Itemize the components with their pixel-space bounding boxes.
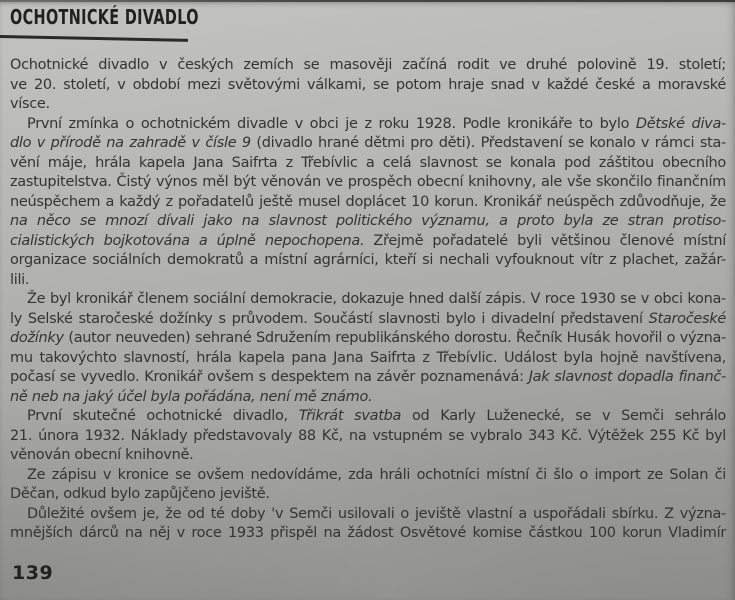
page-number: 139	[12, 562, 54, 584]
italic-run: Dětské diva-	[635, 115, 726, 132]
text-line	[10, 505, 726, 525]
text-line	[10, 173, 726, 193]
text-line	[10, 154, 726, 174]
text-line	[10, 212, 726, 232]
text-line	[10, 368, 726, 388]
text-line	[10, 193, 726, 213]
text-run: od Karly Luženecké, se v Semči sehrálo	[401, 408, 726, 424]
text-line	[10, 466, 726, 486]
italic-run: na něco se mnozí dívali jako na slavnost politického významu, a proto byla ze stran protiso-	[10, 213, 726, 229]
text-run: (autor neuveden) sehrané Sdružením republikánského dorostu. Řečník Husák hovořil o význa-	[63, 330, 726, 346]
italic-run: cialistických bojkotována a úplně nepochopena.	[10, 232, 374, 249]
text-run: mu takovýchto slavností, hrála kapela pana Jana Saifrta z Třebívlic. Událost byla hojně navštívena,	[10, 349, 726, 366]
text-line	[10, 290, 726, 310]
italic-run: Třikrát svatba	[298, 408, 402, 424]
italic-run: Staročeské	[648, 310, 726, 327]
text-run: počasí se vyvedlo. Kronikář ovšem s despektem na závěr poznamenává:	[10, 369, 529, 385]
text-line	[10, 95, 726, 115]
text-line	[10, 56, 726, 76]
text-line	[10, 446, 726, 466]
text-run: Ze zápisu v kronice se ovšem nedovídáme, zda hráli ochotníci místní či šlo o import ze Solan či	[27, 466, 726, 483]
text-run: ve 20. století, v období mezi světovými válkami, se potom hraje snad v každé české a moravské	[10, 76, 726, 93]
italic-run: ně neb na jaký účel byla pořádána, není mě známo.	[10, 388, 373, 405]
text-line	[10, 485, 726, 505]
text-run: věnován obecní knihovně.	[10, 447, 194, 463]
text-line	[10, 310, 726, 330]
text-run: ly Selské staročeské dožínky s průvodem. Součástí slavnosti bylo i divadelní představení	[10, 310, 649, 327]
text-line	[10, 524, 726, 544]
heading-underline	[0, 35, 188, 41]
text-line	[10, 115, 726, 135]
text-line	[10, 388, 726, 408]
text-line	[10, 407, 726, 427]
text-run: Že byl kronikář členem sociální demokracie, dokazuje hned další zápis. V roce 1930 se v obci kona-	[27, 291, 726, 307]
text-line	[10, 329, 726, 349]
text-line	[10, 349, 726, 369]
text-line	[10, 232, 726, 252]
text-run: vísce.	[10, 96, 50, 112]
text-run: Důležité ovšem je, že od té doby 'v Semči usilovali o jeviště vlastní a uspořádali sbírku. Z význa-	[27, 505, 726, 522]
text-run: lili.	[10, 271, 30, 288]
text-run: (divadlo hrané dětmi pro děti). Představení se konalo v rámci sta-	[250, 135, 726, 151]
text-run: První zmínka o ochotnickém divadle v obci je z roku 1928. Podle kronikáře to bylo	[27, 115, 636, 132]
page-heading-text: OCHOTNICKÉ DIVADLO	[10, 5, 199, 29]
page-heading	[10, 5, 272, 29]
italic-run: Jak slavnost dopadla finanč-	[528, 369, 726, 385]
text-line	[10, 427, 726, 447]
italic-run: dlo v přírodě na zahradě v čísle 9	[10, 135, 251, 151]
text-run: vění máje, hrála kapela Jana Saifrta z Třebívlic a celá slavnost se konala pod záštitou obecního	[10, 154, 726, 171]
text-run: Zřejmě pořadatelé byli většinou členové místní	[373, 232, 726, 249]
text-run: Děčan, odkud bylo zapůjčeno jeviště.	[10, 486, 270, 502]
text-run: mnějších dárců na něj v roce 1933 přispěl na žádost Osvětové komise částkou 100 korun Vladimír	[10, 525, 726, 541]
text-run: organizace sociálních demokratů a místní agrárníci, kteří si nechali vyfouknout vítr z plachet, zažár-	[10, 252, 726, 268]
text-run: První skutečné ochotnické divadlo,	[27, 408, 299, 424]
scan-top-edge	[0, 0, 735, 2]
text-line	[10, 76, 726, 96]
body-text	[10, 56, 726, 544]
text-run: zastupitelstva. Čistý výnos měl být věnován ve prospěch obecní knihovny, ale vše skončilo finančním	[10, 174, 726, 190]
text-run: Ochotnické divadlo v českých zemích se masověji začíná rodit ve druhé polovině 19. století;	[10, 57, 726, 73]
text-run: 21. února 1932. Náklady představovaly 88 Kč, na vstupném se vybralo 343 Kč. Výtěžek 255 Kč byl	[10, 427, 726, 444]
text-line	[10, 251, 726, 271]
italic-run: dožínky	[10, 330, 64, 346]
text-line	[10, 271, 726, 291]
text-line	[10, 134, 726, 154]
text-run: neúspěchem a každý z pořadatelů ještě musel doplácet 10 korun. Kronikář neúspěch zdůvodňuje, že	[10, 193, 726, 210]
